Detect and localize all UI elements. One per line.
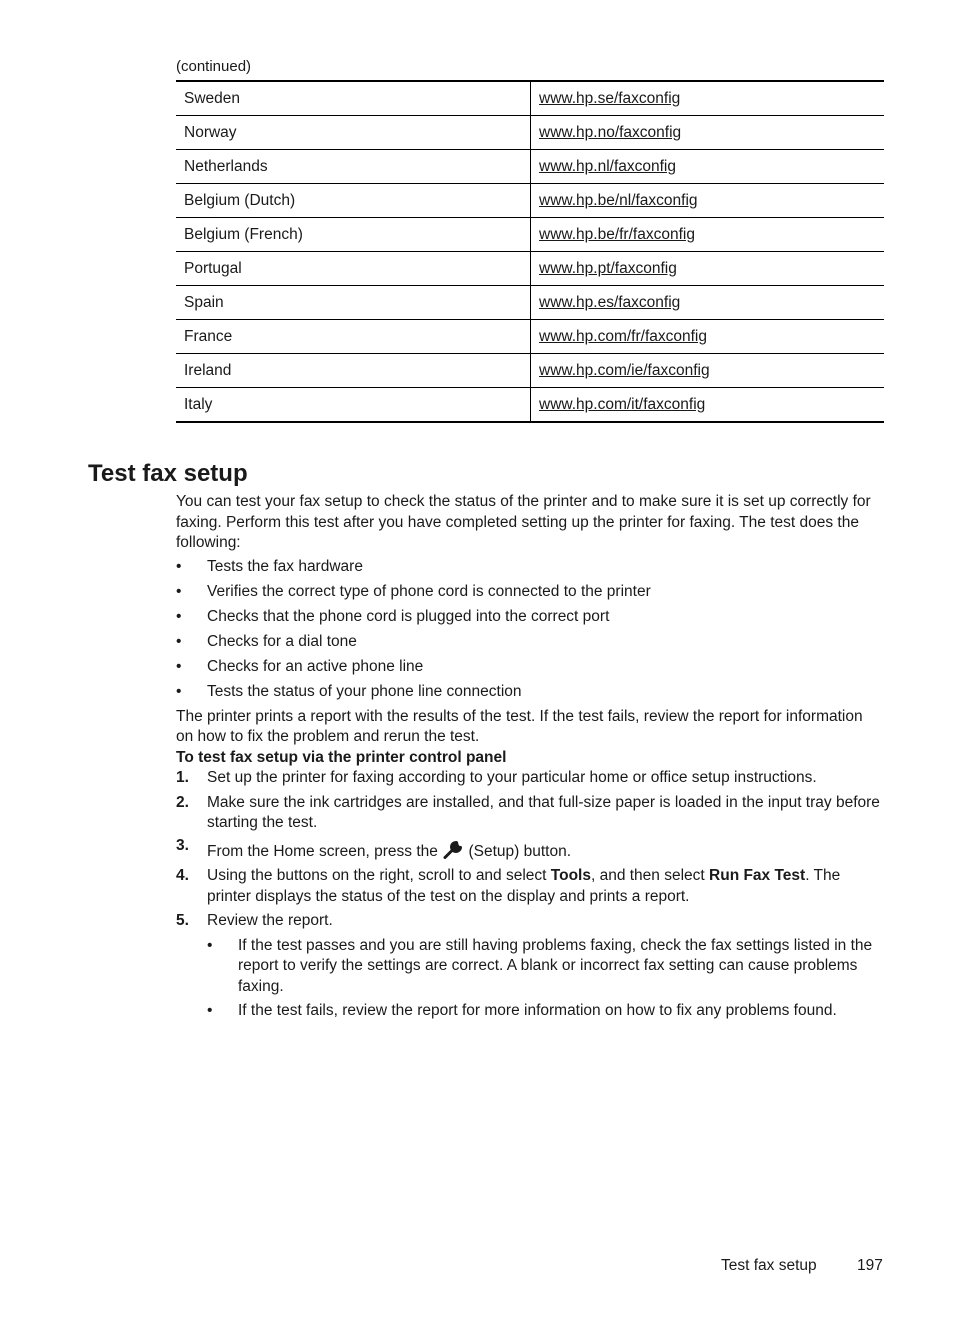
faxconfig-link[interactable]: www.hp.be/nl/faxconfig [539, 191, 698, 209]
list-item [176, 657, 884, 678]
faxconfig-link[interactable]: www.hp.es/faxconfig [539, 293, 681, 311]
list-item [207, 936, 884, 998]
list-item [176, 607, 884, 628]
step-number: 4. [176, 867, 189, 884]
list-item [176, 682, 884, 703]
bullet-glyph: • [176, 632, 182, 650]
list-item-text: Tests the status of your phone line connection [207, 682, 522, 700]
table-row [176, 286, 884, 320]
faxconfig-link[interactable]: www.hp.no/faxconfig [539, 123, 682, 141]
list-item-text: If the test fails, review the report for more information on how to fix any problems found. [238, 1002, 837, 1019]
bullet-glyph: • [207, 936, 213, 954]
country-cell: Ireland [176, 354, 531, 388]
fax-config-table [176, 80, 884, 423]
list-item-text: Tests the fax hardware [207, 557, 363, 575]
step-1 [176, 768, 884, 789]
result-sub-list [207, 936, 884, 1022]
bullet-glyph: • [176, 682, 182, 700]
list-item-text: Verifies the correct type of phone cord is connected to the printer [207, 582, 651, 600]
bullet-glyph: • [176, 557, 182, 575]
step-text-after: (Setup) button. [464, 842, 572, 860]
step-text: Using the buttons on the right, scroll to and select [207, 867, 551, 884]
footer-section-name: Test fax setup [721, 1257, 817, 1274]
procedure-title: To test fax setup via the printer control panel [176, 748, 507, 766]
step-text: , and then select [590, 867, 710, 884]
country-cell: Italy [176, 388, 531, 423]
faxconfig-link[interactable]: www.hp.com/ie/faxconfig [539, 361, 710, 379]
continued-label: (continued) [176, 58, 252, 75]
list-item [207, 1001, 884, 1022]
tools-menu-label: Tools [550, 867, 591, 884]
faxconfig-link[interactable]: www.hp.nl/faxconfig [539, 157, 676, 175]
test-bullet-list [176, 557, 884, 703]
list-item [176, 582, 884, 603]
list-item-text: Checks for a dial tone [207, 632, 357, 650]
faxconfig-link[interactable]: www.hp.se/faxconfig [539, 89, 681, 107]
run-fax-test-label: Run Fax Test [709, 867, 806, 884]
country-cell: Belgium (French) [176, 218, 531, 252]
list-item [176, 557, 884, 578]
country-cell: Sweden [176, 81, 531, 116]
step-number: 5. [176, 912, 189, 929]
step-3 [176, 836, 884, 863]
step-text: . The printer displays the status of the test on the display and prints a report. [207, 867, 841, 905]
country-cell: Spain [176, 286, 531, 320]
table-row [176, 116, 884, 150]
table-row [176, 320, 884, 354]
step-text: Set up the printer for faxing according to your particular home or office setup instructions. [207, 769, 817, 786]
country-cell: Netherlands [176, 150, 531, 184]
table-row [176, 354, 884, 388]
bullet-glyph: • [207, 1002, 213, 1019]
table-row [176, 81, 884, 116]
list-item [176, 632, 884, 653]
list-item-text: If the test passes and you are still having problems faxing, check the fax settings listed in the report to verify the settings are correct. A blank or incorrect fax setting can cause problems faxing. [238, 936, 873, 995]
step-number: 3. [176, 836, 189, 854]
list-item-text: Checks for an active phone line [207, 657, 424, 675]
faxconfig-link[interactable]: www.hp.com/fr/faxconfig [539, 327, 707, 345]
faxconfig-link[interactable]: www.hp.pt/faxconfig [539, 259, 677, 277]
step-number: 2. [176, 793, 189, 811]
list-item-text: Checks that the phone cord is plugged into the correct port [207, 607, 610, 625]
bullet-glyph: • [176, 657, 182, 675]
section-body [176, 492, 884, 1026]
table-row [176, 218, 884, 252]
table-row [176, 252, 884, 286]
step-5 [176, 911, 884, 1022]
bullet-glyph: • [176, 582, 182, 600]
result-paragraph: The printer prints a report with the results of the test. If the test fails, review the report for information on how to fix the problem and rerun the test. [176, 707, 863, 745]
faxconfig-link[interactable]: www.hp.com/it/faxconfig [539, 395, 706, 413]
step-text: Review the report. [207, 912, 333, 929]
table-row [176, 184, 884, 218]
bullet-glyph: • [176, 607, 182, 625]
step-text-before: From the Home screen, press the [207, 842, 443, 860]
country-cell: France [176, 320, 531, 354]
step-4 [176, 866, 884, 907]
country-cell: Belgium (Dutch) [176, 184, 531, 218]
country-cell: Norway [176, 116, 531, 150]
country-cell: Portugal [176, 252, 531, 286]
step-text: Make sure the ink cartridges are installed, and that full-size paper is loaded in the input tray before starting the test. [207, 793, 880, 831]
table-row [176, 150, 884, 184]
table-row [176, 388, 884, 423]
faxconfig-link[interactable]: www.hp.be/fr/faxconfig [539, 225, 695, 243]
wrench-icon [442, 840, 464, 860]
step-2 [176, 793, 884, 834]
intro-paragraph: You can test your fax setup to check the status of the printer and to make sure it is set up correctly for faxing. Perform this test after you have completed setting up the printer for faxing. The test does the following: [176, 493, 871, 551]
step-number: 1. [176, 769, 189, 786]
procedure-steps [176, 768, 884, 1022]
section-title: Test fax setup [88, 460, 248, 487]
page-number: 197 [857, 1257, 883, 1274]
